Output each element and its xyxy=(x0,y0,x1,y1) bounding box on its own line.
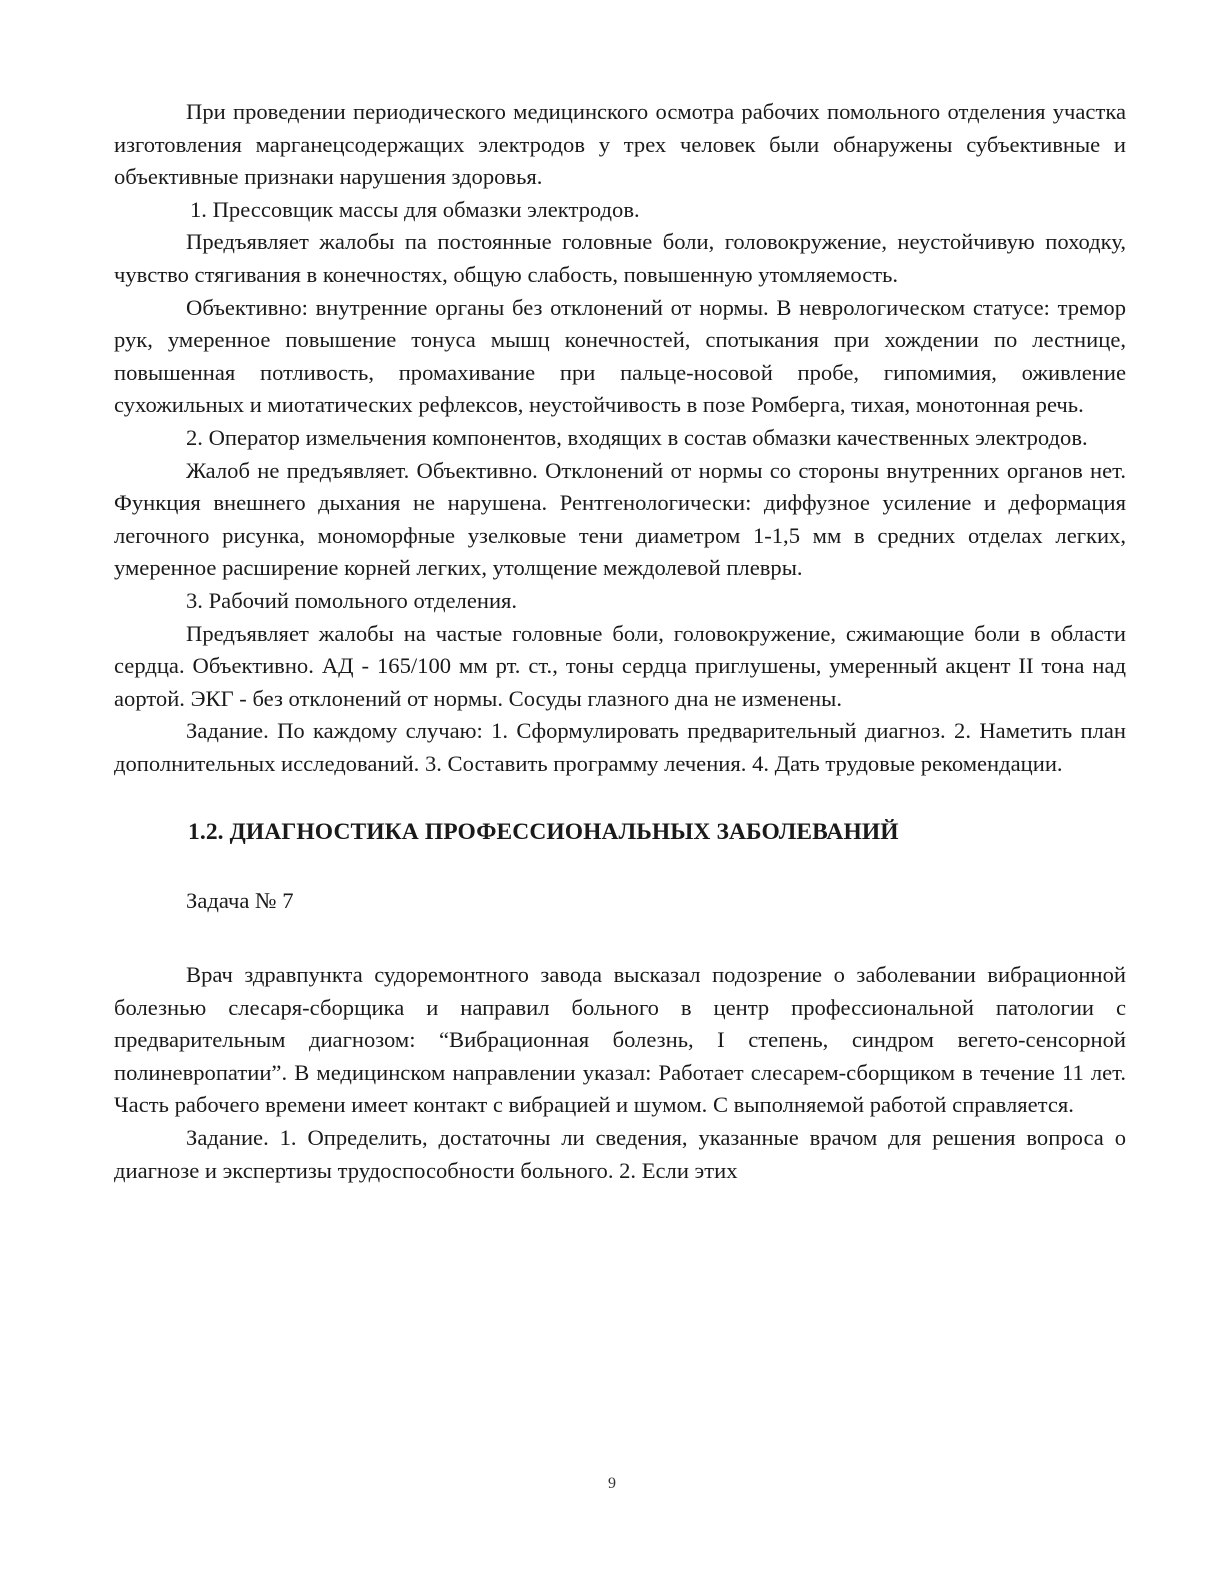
task-title: Задача № 7 xyxy=(186,888,294,914)
case-3-title: 3. Рабочий помольного отделения. xyxy=(186,587,518,613)
spacer xyxy=(114,918,1126,959)
case-2-findings: Жалоб не предъявляет. Объективно. Отклонений от нормы со стороны внутренних органов нет. Функция внешнего дыхания не нарушена. Рентгенологически: диффузное усиление и деформация легочного рисунка, мономорфные узелковые тени диаметром 1-1,5 мм в средних отделах легких, умеренное расширение корней легких, утолщение междолевой плевры. xyxy=(114,457,1126,581)
case-1-title: 1. Прессовщик массы для обмазки электродов. xyxy=(190,196,640,222)
case-1-complaints: Предъявляет жалобы па постоянные головные боли, головокружение, неустойчивую походку, чувство стягивания в конечностях, общую слабость, повышенную утомляемость. xyxy=(114,229,1126,287)
task-7-description: Врач здравпункта судоремонтного завода высказал подозрение о заболевании вибрационной болезнью слесаря-сборщика и направил больного в центр профессиональной патологии с предварительным диагнозом: “Вибрационная болезнь, I степень, синдром вегето-сенсорной полиневропатии”. В медицинском направлении указал: Работает слесарем-сборщиком в течение 11 лет. Часть рабочего времени имеет контакт с вибрацией и шумом. С выполняемой работой справляется. xyxy=(114,962,1126,1118)
case-2-title: 2. Оператор измельчения компонентов, входящих в состав обмазки качественных электродов. xyxy=(186,424,1088,450)
document-page xyxy=(114,96,1126,1187)
intro-paragraph: При проведении периодического медицинского осмотра рабочих помольного отделения участка изготовления марганецсодержащих электродов у трех человек были обнаружены субъективные и объективные признаки нарушения здоровья. xyxy=(114,99,1126,190)
task-assignment: Задание. По каждому случаю: 1. Сформулировать предварительный диагноз. 2. Наметить план дополнительных исследований. 3. Составить программу лечения. 4. Дать трудовые рекомендации. xyxy=(114,718,1126,776)
page-number: 9 xyxy=(608,1475,616,1492)
section-heading: 1.2. ДИАГНОСТИКА ПРОФЕССИОНАЛЬНЫХ ЗАБОЛЕВАНИЙ xyxy=(188,819,899,846)
case-3-findings: Предъявляет жалобы на частые головные боли, головокружение, сжимающие боли в области сердца. Объективно. АД - 165/100 мм рт. ст., тоны сердца приглушены, умеренный акцент II тона над аортой. ЭКГ - без отклонений от нормы. Сосуды глазного дна не изменены. xyxy=(114,620,1126,711)
task-7-assignment: Задание. 1. Определить, достаточны ли сведения, указанные врачом для решения вопроса о диагнозе и экспертизы трудоспособности больного. 2. Если этих xyxy=(114,1125,1126,1183)
case-1-objective: Объективно: внутренние органы без отклонений от нормы. В неврологическом статусе: тремор рук, умеренное повышение тонуса мышц конечностей, спотыкания при хождении по лестнице, повышенная потливость, промахивание при пальце-носовой пробе, гипомимия, оживление сухожильных и миотатических рефлексов, неустойчивость в позе Ромберга, тихая, монотонная речь. xyxy=(114,294,1126,418)
